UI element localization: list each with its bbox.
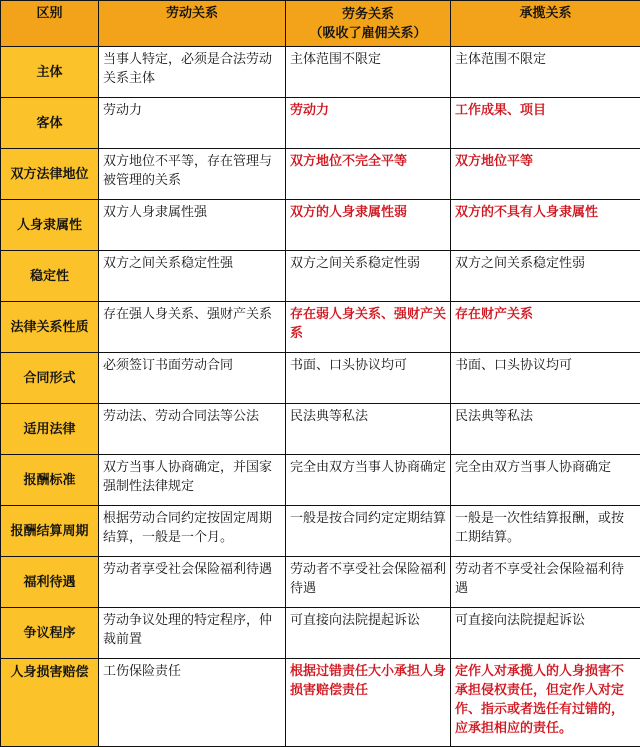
header-category: 区别 bbox=[1, 1, 99, 47]
cell-contract-work: 双方的不具有人身隶属性 bbox=[451, 200, 640, 251]
table-row-stability bbox=[1, 251, 640, 302]
table-row-injury-compensation bbox=[1, 659, 640, 747]
cell-service: 双方地位不完全平等 bbox=[286, 149, 451, 200]
cell-labor: 劳动争议处理的特定程序，仲裁前置 bbox=[99, 608, 286, 659]
header-service-relation-title: 劳务关系 bbox=[341, 6, 394, 22]
table-row-legal-status bbox=[1, 149, 640, 200]
cell-labor: 双方地位不平等，存在管理与被管理的关系 bbox=[99, 149, 286, 200]
cell-contract-work: 书面、口头协议均可 bbox=[451, 353, 640, 404]
cell-contract-work: 定作人对承揽人的人身损害不承担侵权责任，但定作人对定作、指示或者选任有过错的，应承担相应的责任。 bbox=[451, 659, 640, 747]
cell-service: 可直接向法院提起诉讼 bbox=[286, 608, 451, 659]
header-service-relation-note: （吸收了雇佣关系） bbox=[309, 25, 427, 41]
cell-labor: 劳动力 bbox=[99, 98, 286, 149]
row-label: 争议程序 bbox=[1, 608, 99, 659]
table-row-pay-standard bbox=[1, 455, 640, 506]
cell-labor: 劳动法、劳动合同法等公法 bbox=[99, 404, 286, 455]
row-label: 人身隶属性 bbox=[1, 200, 99, 251]
cell-labor: 当事人特定，必须是合法劳动关系主体 bbox=[99, 47, 286, 98]
header-contract-work-relation: 承揽关系 bbox=[451, 1, 640, 47]
cell-service: 书面、口头协议均可 bbox=[286, 353, 451, 404]
cell-labor: 必须签订书面劳动合同 bbox=[99, 353, 286, 404]
header-labor-relation: 劳动关系 bbox=[99, 1, 286, 47]
row-label: 法律关系性质 bbox=[1, 302, 99, 353]
cell-service: 根据过错责任大小承担人身损害赔偿责任 bbox=[286, 659, 451, 747]
cell-labor: 双方当事人协商确定，并国家强制性法律规定 bbox=[99, 455, 286, 506]
table-row-personal-subordination bbox=[1, 200, 640, 251]
table-row-contract-form bbox=[1, 353, 640, 404]
cell-labor: 劳动者享受社会保险福利待遇 bbox=[99, 557, 286, 608]
cell-labor: 双方之间关系稳定性强 bbox=[99, 251, 286, 302]
cell-contract-work: 双方之间关系稳定性弱 bbox=[451, 251, 640, 302]
table-row-object bbox=[1, 98, 640, 149]
row-label: 双方法律地位 bbox=[1, 149, 99, 200]
row-label: 人身损害赔偿 bbox=[1, 659, 99, 747]
table-row-welfare bbox=[1, 557, 640, 608]
cell-service: 一般是按合同约定定期结算 bbox=[286, 506, 451, 557]
cell-labor: 双方人身隶属性强 bbox=[99, 200, 286, 251]
row-label: 主体 bbox=[1, 47, 99, 98]
cell-contract-work: 劳动者不享受社会保险福利待遇 bbox=[451, 557, 640, 608]
cell-labor: 存在强人身关系、强财产关系 bbox=[99, 302, 286, 353]
row-label: 报酬结算周期 bbox=[1, 506, 99, 557]
cell-contract-work: 民法典等私法 bbox=[451, 404, 640, 455]
table-row-subject bbox=[1, 47, 640, 98]
cell-contract-work: 完全由双方当事人协商确定 bbox=[451, 455, 640, 506]
cell-contract-work: 双方地位平等 bbox=[451, 149, 640, 200]
cell-service: 完全由双方当事人协商确定 bbox=[286, 455, 451, 506]
row-label: 稳定性 bbox=[1, 251, 99, 302]
cell-service: 劳动力 bbox=[286, 98, 451, 149]
cell-service: 民法典等私法 bbox=[286, 404, 451, 455]
table-row-applicable-law bbox=[1, 404, 640, 455]
cell-service: 劳动者不享受社会保险福利待遇 bbox=[286, 557, 451, 608]
header-service-relation bbox=[286, 1, 451, 47]
table-row-dispute-procedure bbox=[1, 608, 640, 659]
cell-service: 双方之间关系稳定性弱 bbox=[286, 251, 451, 302]
row-label: 报酬标准 bbox=[1, 455, 99, 506]
cell-service: 双方的人身隶属性弱 bbox=[286, 200, 451, 251]
row-label: 客体 bbox=[1, 98, 99, 149]
table-row-legal-nature bbox=[1, 302, 640, 353]
table-row-pay-cycle bbox=[1, 506, 640, 557]
row-label: 合同形式 bbox=[1, 353, 99, 404]
row-label: 适用法律 bbox=[1, 404, 99, 455]
cell-contract-work: 可直接向法院提起诉讼 bbox=[451, 608, 640, 659]
header-row bbox=[1, 1, 640, 47]
cell-contract-work: 主体范围不限定 bbox=[451, 47, 640, 98]
row-label: 福利待遇 bbox=[1, 557, 99, 608]
cell-contract-work: 工作成果、项目 bbox=[451, 98, 640, 149]
cell-labor: 工伤保险责任 bbox=[99, 659, 286, 747]
cell-service: 主体范围不限定 bbox=[286, 47, 451, 98]
cell-contract-work: 存在财产关系 bbox=[451, 302, 640, 353]
cell-contract-work: 一般是一次性结算报酬，或按工期结算。 bbox=[451, 506, 640, 557]
cell-labor: 根据劳动合同约定按固定周期结算，一般是一个月。 bbox=[99, 506, 286, 557]
cell-service: 存在弱人身关系、强财产关系 bbox=[286, 302, 451, 353]
